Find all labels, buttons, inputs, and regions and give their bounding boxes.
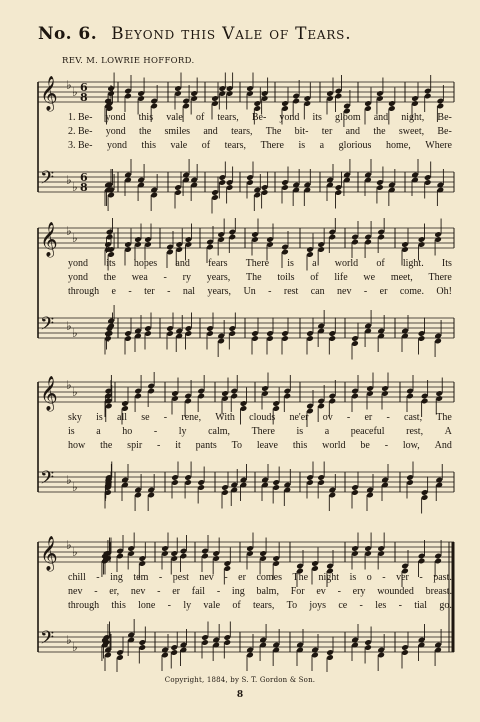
lyric-syllable: ce	[338, 600, 348, 611]
lyric-syllable: -	[398, 600, 402, 611]
lyric-syllable: Oh!	[436, 286, 452, 297]
lyric-syllable: The	[246, 272, 262, 283]
lyric-syllable: There	[260, 140, 284, 151]
flat-icon: ♭	[72, 640, 78, 654]
lyric-syllable: Un	[243, 286, 256, 297]
lyric-syllable: There	[251, 426, 275, 437]
flat-icon: ♭	[66, 378, 72, 392]
treble-staff	[38, 542, 454, 562]
lyric-syllable: the	[100, 440, 113, 451]
lyric-syllable: Its	[441, 258, 452, 269]
treble-clef: 𝄞	[40, 536, 58, 571]
lyric-syllable: through	[68, 286, 100, 297]
flat-icon: ♭	[72, 480, 78, 494]
lyric-syllable: tears,	[231, 126, 253, 137]
lyric-syllable: breast.	[425, 586, 452, 597]
verse-3-line	[68, 286, 452, 298]
treble-staff	[38, 82, 454, 102]
flat-icon: ♭	[72, 385, 78, 399]
bass-clef: 𝄢	[40, 468, 55, 493]
lyric-syllable: tial	[414, 600, 428, 611]
lyric-syllable: ly	[178, 426, 187, 437]
music-system-1	[0, 72, 480, 222]
lyric-syllable: The	[292, 572, 309, 583]
lyric-syllable: ry	[182, 272, 191, 283]
page-number: 8	[236, 690, 244, 700]
lyric-syllable: vale	[166, 112, 183, 123]
verse-2-line	[68, 272, 452, 284]
lyric-syllable: nev	[130, 586, 146, 597]
lyric-syllable: cast,	[404, 412, 423, 423]
lyric-syllable: how	[68, 440, 86, 451]
lyric-syllable: Where	[425, 140, 452, 151]
flat-icon: ♭	[72, 85, 78, 99]
lyric-syllable: 2. Be-	[68, 126, 93, 137]
lyric-syllable: we	[363, 272, 376, 283]
music-system-3	[0, 372, 480, 522]
lyric-syllable: nev	[337, 286, 352, 297]
lyric-syllable: nal	[182, 286, 196, 297]
lyric-syllable: lone	[138, 600, 156, 611]
lyric-syllable: yond	[105, 126, 126, 137]
lyric-syllable: yond	[279, 112, 300, 123]
lyric-syllable: years,	[207, 286, 232, 297]
lyric-syllable: go.	[439, 600, 452, 611]
lyric-syllable: low,	[402, 440, 420, 451]
lyric-syllable: a	[96, 426, 101, 437]
lyric-syllable: of	[232, 600, 241, 611]
verse-2-line	[68, 586, 452, 598]
lyric-syllable: is	[296, 426, 304, 437]
lyric-syllable: ho	[122, 426, 133, 437]
lyric-syllable: o	[366, 572, 372, 583]
lyric-syllable: er	[364, 412, 373, 423]
lyric-syllable: 1. Be-	[68, 112, 93, 123]
music-system-4	[0, 532, 480, 672]
lyric-syllable: is	[96, 412, 103, 423]
lyric-syllable: tears,	[217, 112, 239, 123]
lyric-syllable: the	[139, 126, 152, 137]
lyric-syllable: -	[94, 586, 98, 597]
copyright-notice: Copyright, 1884, by S. T. Gordon & Son.	[164, 676, 316, 684]
lyric-syllable: a	[324, 426, 330, 437]
lyric-syllable: all	[117, 412, 128, 423]
lyric-syllable: sweet,	[398, 126, 425, 137]
lyric-syllable: toils	[277, 272, 295, 283]
lyric-syllable: ly	[183, 600, 192, 611]
lyric-syllable: come.	[399, 286, 424, 297]
lyric-syllable: -	[96, 572, 100, 583]
lyric-syllable: -	[163, 272, 167, 283]
lyric-syllable: -	[157, 440, 161, 451]
lyric-syllable: For	[290, 586, 305, 597]
lyric-syllable: this	[141, 140, 156, 151]
verse-1-line	[68, 572, 452, 584]
bass-clef: 𝄢	[40, 168, 55, 193]
lyric-syllable: is	[68, 426, 75, 437]
flat-icon: ♭	[66, 538, 72, 552]
verse-3-line	[68, 440, 452, 452]
lyric-syllable: rest,	[406, 426, 424, 437]
lyric-syllable: years,	[206, 272, 231, 283]
bass-staff	[38, 472, 454, 492]
lyric-syllable: hopes	[133, 258, 158, 269]
lyric-syllable: light.	[402, 258, 424, 269]
treble-staff	[38, 382, 454, 402]
lyric-syllable: of	[376, 258, 385, 269]
treble-clef: 𝄞	[40, 222, 58, 257]
lyric-syllable: fears	[208, 258, 228, 269]
bass-clef: 𝄢	[40, 314, 55, 339]
lyric-syllable: There	[245, 258, 270, 269]
flat-icon: ♭	[66, 633, 72, 647]
lyric-syllable: Be-	[251, 112, 267, 123]
lyric-syllable: the	[373, 126, 386, 137]
lyric-syllable: ing	[110, 572, 123, 583]
lyric-syllable: se	[141, 412, 150, 423]
lyric-syllable: of	[195, 112, 205, 123]
verse-2-line	[68, 126, 452, 138]
lyric-syllable: tears,	[224, 140, 247, 151]
flat-icon: ♭	[66, 473, 72, 487]
hymn-heading	[38, 24, 438, 44]
lyric-syllable: bit-	[294, 126, 309, 137]
lyric-syllable: e	[111, 286, 116, 297]
time-signature-bottom: 8	[80, 181, 88, 194]
flat-icon: ♭	[72, 545, 78, 559]
lyric-syllable: With	[215, 412, 235, 423]
lyric-syllable: is	[349, 572, 357, 583]
lyric-syllable: vale	[170, 140, 188, 151]
verse-1-line	[68, 258, 452, 270]
lyric-syllable: and	[203, 126, 218, 137]
lyric-syllable: sky	[68, 412, 82, 423]
lyric-syllable: this	[111, 600, 126, 611]
lyric-syllable: -	[268, 286, 272, 297]
lyric-syllable: yond	[68, 258, 88, 269]
lyric-syllable: and	[373, 112, 389, 123]
music-system-2	[0, 218, 480, 368]
time-signature-top: 6	[80, 171, 88, 184]
lyric-syllable: nev	[68, 586, 83, 597]
time-signature-bottom: 8	[80, 91, 88, 104]
lyric-syllable: rene,	[181, 412, 202, 423]
lyric-syllable: -	[382, 572, 386, 583]
flat-icon: ♭	[66, 319, 72, 333]
flat-icon: ♭	[72, 326, 78, 340]
lyric-syllable: be	[360, 440, 370, 451]
lyric-syllable: The	[436, 412, 452, 423]
lyric-syllable: To	[231, 440, 243, 451]
bass-clef: 𝄢	[40, 628, 55, 653]
lyric-syllable: ter	[144, 286, 155, 297]
lyric-syllable: -	[163, 412, 168, 423]
lyric-syllable: -	[158, 572, 163, 583]
lyric-syllable: pants	[195, 440, 217, 451]
lyric-syllable: ery	[352, 586, 366, 597]
lyric-syllable: through	[68, 600, 100, 611]
hymn-title: Beyond this Vale of Tears.	[111, 24, 352, 44]
lyric-syllable: -	[216, 586, 221, 597]
lyric-syllable: night	[318, 572, 340, 583]
lyric-syllable: life	[334, 272, 348, 283]
lyric-syllable: meet,	[390, 272, 413, 283]
lyric-syllable: -	[363, 286, 368, 297]
lyric-syllable: -	[128, 286, 132, 297]
lyric-syllable: And	[434, 440, 452, 451]
lyric-syllable: smiles	[164, 126, 191, 137]
lyric-syllable: tem	[133, 572, 149, 583]
lyric-syllable: -	[386, 412, 390, 423]
lyric-syllable: ing	[231, 586, 245, 597]
lyric-syllable: its	[106, 258, 116, 269]
lyric-syllable: -	[167, 600, 172, 611]
lyric-syllable: ter	[321, 126, 333, 137]
lyric-syllable: There	[428, 272, 452, 283]
lyric-syllable: A	[444, 426, 452, 437]
lyric-syllable: ver	[396, 572, 409, 583]
lyric-syllable: world	[322, 440, 346, 451]
lyric-syllable: calm,	[208, 426, 230, 437]
lyric-syllable: 3. Be-	[68, 140, 93, 151]
treble-clef: 𝄞	[40, 376, 58, 411]
lyric-syllable: -	[157, 586, 161, 597]
lyric-syllable: spir	[127, 440, 143, 451]
lyric-syllable: yond	[68, 272, 88, 283]
lyric-syllable: of	[201, 140, 211, 151]
lyric-syllable: gloom	[335, 112, 361, 123]
verse-1-line	[68, 112, 452, 124]
verse-1-line	[68, 412, 452, 424]
lyric-syllable: To	[286, 600, 298, 611]
lyric-syllable: The	[265, 126, 282, 137]
lyric-syllable: er	[238, 572, 246, 583]
lyric-syllable: -	[153, 426, 158, 437]
lyric-syllable: ev	[316, 586, 326, 597]
lyric-syllable: nev	[199, 572, 214, 583]
hymn-number: No. 6.	[38, 24, 98, 44]
lyric-syllable: is	[287, 258, 294, 269]
flat-icon: ♭	[66, 224, 72, 238]
lyric-syllable: wounded	[377, 586, 414, 597]
lyric-syllable: joys	[309, 600, 327, 611]
verse-2-line	[68, 426, 452, 438]
treble-staff	[38, 228, 454, 248]
lyric-syllable: -	[346, 412, 351, 423]
lyric-syllable: -	[167, 286, 171, 297]
lyric-syllable: Be-	[437, 112, 452, 123]
lyric-syllable: er,	[109, 586, 120, 597]
flat-icon: ♭	[72, 180, 78, 194]
lyric-syllable: home,	[386, 140, 411, 151]
lyric-syllable: les	[375, 600, 387, 611]
lyric-syllable: night,	[401, 112, 425, 123]
lyric-syllable: this	[292, 440, 308, 451]
lyric-syllable: of	[310, 272, 319, 283]
lyric-syllable: past.	[433, 572, 452, 583]
lyric-syllable: rest	[283, 286, 299, 297]
lyric-syllable: comes	[256, 572, 282, 583]
lyric-syllable: wea	[131, 272, 148, 283]
bass-staff	[38, 318, 454, 338]
lyric-syllable: chill	[68, 572, 86, 583]
lyric-syllable: yond	[107, 140, 127, 151]
flat-icon: ♭	[72, 231, 78, 245]
lyric-syllable: yond	[105, 112, 126, 123]
lyric-syllable: Be-	[437, 126, 452, 137]
lyric-syllable: er	[379, 286, 388, 297]
author-credit: REV. M. LOWRIE HOFFORD.	[62, 56, 195, 66]
time-signature-top: 6	[80, 81, 88, 94]
lyric-syllable: ne'er	[289, 412, 309, 423]
lyric-syllable: and	[175, 258, 190, 269]
lyric-syllable: -	[384, 440, 389, 451]
lyric-syllable: -	[419, 572, 423, 583]
lyric-syllable: it	[175, 440, 181, 451]
lyric-syllable: and	[345, 126, 361, 137]
flat-icon: ♭	[66, 78, 72, 92]
verse-3-line	[68, 140, 452, 152]
lyric-syllable: glorious	[338, 140, 372, 151]
lyric-syllable: balm,	[256, 586, 279, 597]
lyric-syllable: a	[312, 258, 317, 269]
lyric-syllable: -	[359, 600, 363, 611]
lyric-syllable: is	[298, 140, 306, 151]
bass-staff	[38, 632, 454, 652]
flat-icon: ♭	[66, 173, 72, 187]
lyric-syllable: ov	[322, 412, 333, 423]
lyric-syllable: can	[310, 286, 325, 297]
lyric-syllable: vale	[203, 600, 221, 611]
verse-3-line	[68, 600, 452, 612]
lyric-syllable: a	[319, 140, 325, 151]
lyric-syllable: tears,	[252, 600, 275, 611]
lyric-syllable: -	[224, 572, 228, 583]
lyric-syllable: fail	[191, 586, 206, 597]
lyric-syllable: pest	[172, 572, 189, 583]
lyric-syllable: the	[103, 272, 116, 283]
lyric-syllable: leave	[256, 440, 278, 451]
lyric-syllable: peaceful	[350, 426, 385, 437]
lyric-syllable: world	[334, 258, 359, 269]
lyric-syllable: its	[312, 112, 322, 123]
lyric-syllable: clouds	[249, 412, 276, 423]
lyric-syllable: er	[172, 586, 180, 597]
lyric-syllable: this	[138, 112, 154, 123]
lyric-syllable: -	[337, 586, 341, 597]
treble-clef: 𝄞	[40, 76, 58, 111]
